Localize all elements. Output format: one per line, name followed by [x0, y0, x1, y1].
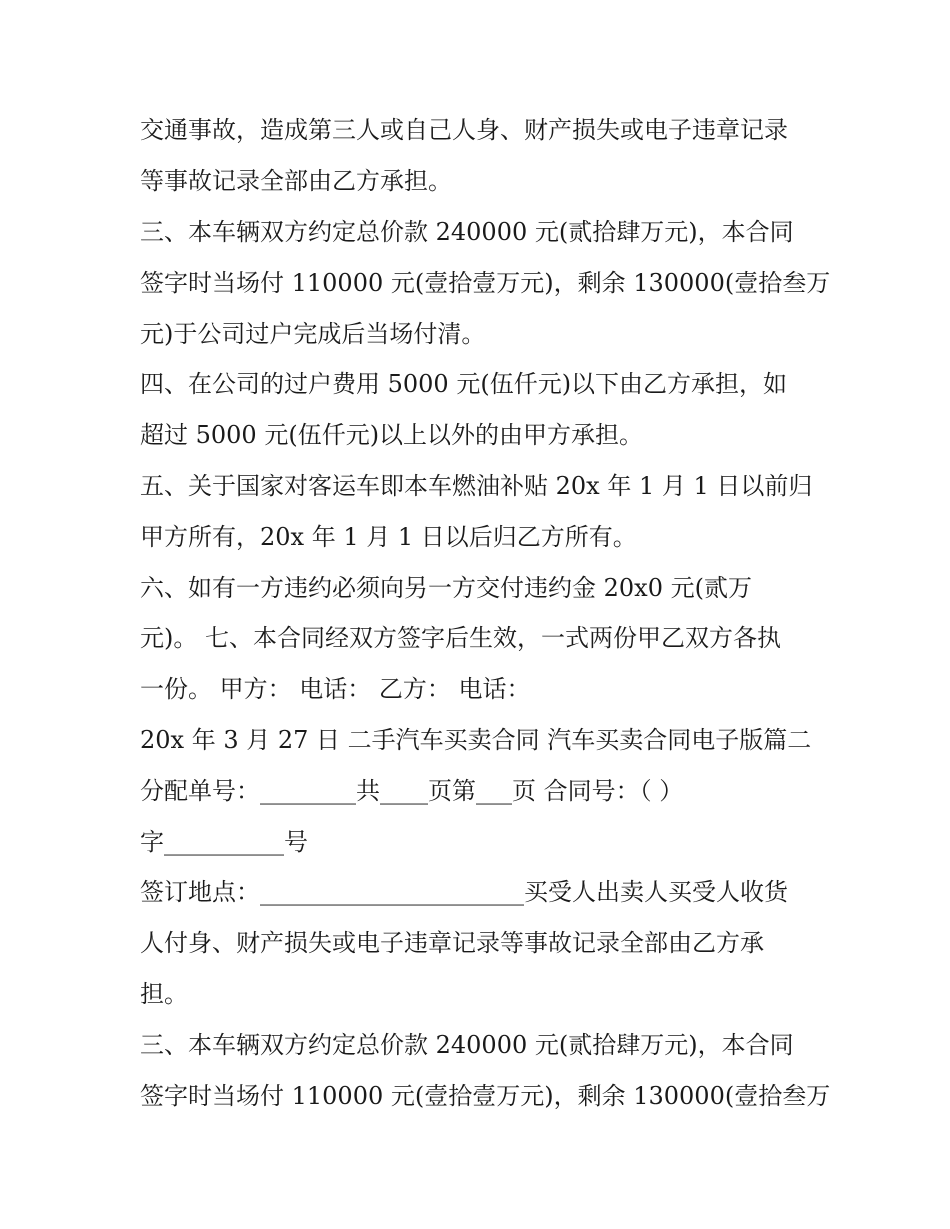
text-line: 三、本车辆双方约定总价款 240000 元(贰拾肆万元)，本合同 [140, 218, 794, 246]
text-line: 一份。 甲方： 电话： 乙方： 电话： [140, 675, 531, 703]
text-line: 交通事故，造成第三人或自己人身、财产损失或电子违章记录 [140, 116, 788, 144]
text-line: 四、在公司的过户费用 5000 元(伍仟元)以下由乙方承担，如 [140, 370, 788, 398]
text-line: 20x 年 3 月 27 日 二手汽车买卖合同 汽车买卖合同电子版篇二 [140, 726, 812, 754]
text-line: 分配单号：________共____页第___页 合同号：（ ） [140, 777, 684, 805]
text-line: 五、关于国家对客运车即本车燃油补贴 20x 年 1 月 1 日以前归 [140, 472, 813, 500]
text-line: 甲方所有，20x 年 1 月 1 日以后归乙方所有。 [140, 523, 637, 551]
text-line: 元)。 七、本合同经双方签字后生效，一式两份甲乙双方各执 [140, 624, 781, 652]
text-line: 元)于公司过户完成后当场付清。 [140, 320, 486, 348]
text-line: 签订地点：______________________买受人出卖人买受人收货 [140, 878, 788, 906]
text-line: 签字时当场付 110000 元(壹拾壹万元)，剩余 130000(壹拾叁万 [140, 1082, 831, 1110]
text-line: 超过 5000 元(伍仟元)以上以外的由甲方承担。 [140, 421, 644, 449]
text-line: 六、如有一方违约必须向另一方交付违约金 20x0 元(贰万 [140, 574, 752, 602]
text-line: 字__________号 [140, 828, 308, 856]
text-line: 担。 [140, 980, 188, 1008]
text-line: 签字时当场付 110000 元(壹拾壹万元)，剩余 130000(壹拾叁万 [140, 269, 831, 297]
text-line: 三、本车辆双方约定总价款 240000 元(贰拾肆万元)，本合同 [140, 1031, 794, 1059]
text-line: 人付身、财产损失或电子违章记录等事故记录全部由乙方承 [140, 929, 764, 957]
text-line: 等事故记录全部由乙方承担。 [140, 167, 452, 195]
